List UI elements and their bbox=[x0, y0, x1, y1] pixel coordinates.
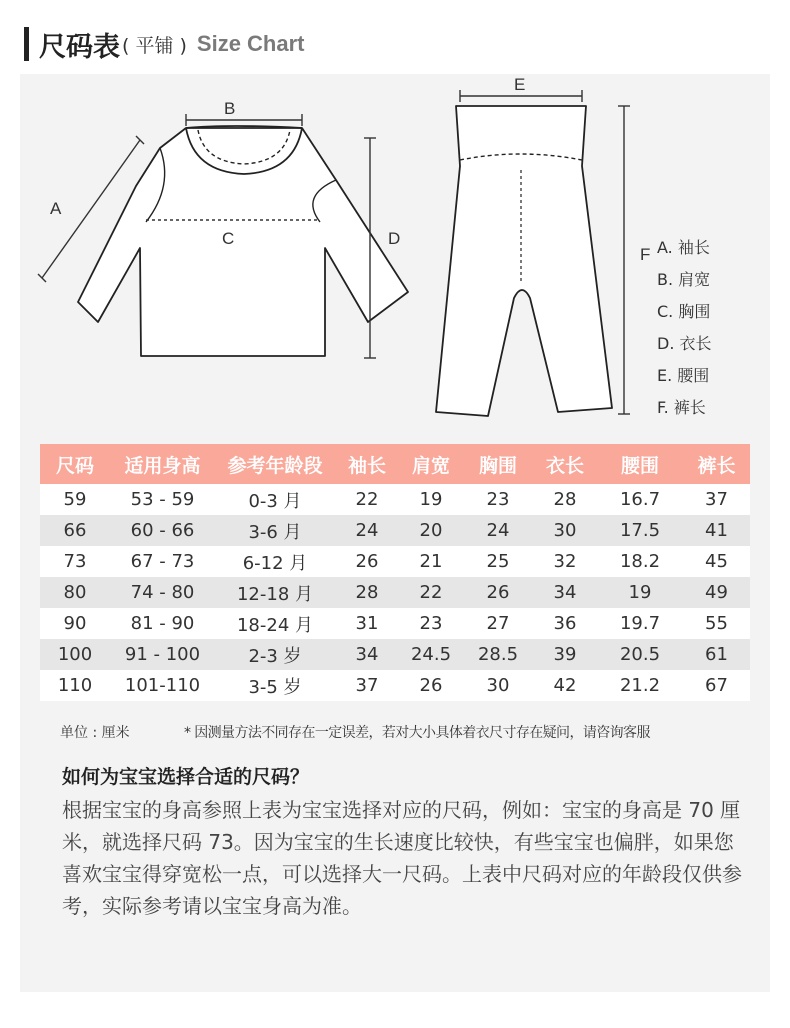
table-row bbox=[40, 639, 750, 670]
cell: 22 bbox=[335, 484, 399, 515]
cell: 45 bbox=[683, 546, 750, 577]
cell: 67 - 73 bbox=[110, 546, 215, 577]
cell: 26 bbox=[335, 546, 399, 577]
table-row bbox=[40, 577, 750, 608]
cell: 60 - 66 bbox=[110, 515, 215, 546]
legend-item-sleeve: A. 袖长 bbox=[657, 238, 710, 257]
cell: 66 bbox=[40, 515, 110, 546]
header-pants-length: 裤长 bbox=[683, 444, 750, 484]
cell: 21.2 bbox=[597, 670, 683, 701]
legend-item-chest: C. 胸围 bbox=[657, 302, 711, 321]
cell: 18.2 bbox=[597, 546, 683, 577]
cell: 41 bbox=[683, 515, 750, 546]
page-subtitle: ( 平铺 ) bbox=[122, 34, 187, 57]
cell: 27 bbox=[463, 608, 533, 639]
cell: 90 bbox=[40, 608, 110, 639]
table-row bbox=[40, 484, 750, 515]
cell: 26 bbox=[399, 670, 463, 701]
cell: 3-6 月 bbox=[215, 515, 335, 546]
cell: 91 - 100 bbox=[110, 639, 215, 670]
cell: 73 bbox=[40, 546, 110, 577]
cell: 19.7 bbox=[597, 608, 683, 639]
table-row bbox=[40, 515, 750, 546]
cell: 28 bbox=[533, 484, 597, 515]
cell: 26 bbox=[463, 577, 533, 608]
cell: 25 bbox=[463, 546, 533, 577]
cell: 100 bbox=[40, 639, 110, 670]
legend-item-shoulder: B. 肩宽 bbox=[657, 270, 711, 289]
label-a: A bbox=[50, 199, 62, 218]
cell: 20.5 bbox=[597, 639, 683, 670]
cell: 6-12 月 bbox=[215, 546, 335, 577]
cell: 17.5 bbox=[597, 515, 683, 546]
cell: 28.5 bbox=[463, 639, 533, 670]
size-table bbox=[40, 444, 750, 701]
guide-title: 如何为宝宝选择合适的尺码？ bbox=[62, 766, 310, 788]
cell: 61 bbox=[683, 639, 750, 670]
label-d: D bbox=[388, 229, 401, 248]
header-length: 衣长 bbox=[533, 444, 597, 484]
cell: 24 bbox=[463, 515, 533, 546]
guide-body: 根据宝宝的身高参照上表为宝宝选择对应的尺码，例如：宝宝的身高是 70 厘米，就选择尺码 73。因为宝宝的生长速度比较快，有些宝宝也偏胖，如果您喜欢宝宝得穿宽松一点，可以选择大一尺码。上表中尺码对应的年龄段仅供参考，实际参考请以宝宝身高为准。 bbox=[62, 798, 742, 918]
cell: 23 bbox=[399, 608, 463, 639]
cell: 22 bbox=[399, 577, 463, 608]
cell: 80 bbox=[40, 577, 110, 608]
cell: 16.7 bbox=[597, 484, 683, 515]
cell: 49 bbox=[683, 577, 750, 608]
cell: 37 bbox=[335, 670, 399, 701]
cell: 3-5 岁 bbox=[215, 670, 335, 701]
cell: 34 bbox=[533, 577, 597, 608]
cell: 23 bbox=[463, 484, 533, 515]
cell: 2-3 岁 bbox=[215, 639, 335, 670]
cell: 12-18 月 bbox=[215, 577, 335, 608]
cell: 67 bbox=[683, 670, 750, 701]
header-size: 尺码 bbox=[40, 444, 110, 484]
cell: 30 bbox=[463, 670, 533, 701]
cell: 28 bbox=[335, 577, 399, 608]
pants-illustration bbox=[436, 106, 612, 416]
cell: 55 bbox=[683, 608, 750, 639]
cell: 39 bbox=[533, 639, 597, 670]
disclaimer-note: * 因测量方法不同存在一定误差，若对大小具体着衣尺寸存在疑问，请咨询客服 bbox=[184, 725, 650, 741]
page-title: 尺码表 bbox=[39, 31, 120, 63]
cell: 18-24 月 bbox=[215, 608, 335, 639]
header-shoulder: 肩宽 bbox=[399, 444, 463, 484]
cell: 81 - 90 bbox=[110, 608, 215, 639]
cell: 110 bbox=[40, 670, 110, 701]
header-sleeve: 袖长 bbox=[335, 444, 399, 484]
table-row bbox=[40, 670, 750, 701]
cell: 53 - 59 bbox=[110, 484, 215, 515]
shirt-illustration bbox=[78, 126, 408, 356]
cell: 101-110 bbox=[110, 670, 215, 701]
cell: 42 bbox=[533, 670, 597, 701]
cell: 74 - 80 bbox=[110, 577, 215, 608]
label-b: B bbox=[224, 99, 236, 118]
cell: 31 bbox=[335, 608, 399, 639]
table-row bbox=[40, 608, 750, 639]
label-c: C bbox=[222, 229, 235, 248]
table-header-row bbox=[40, 444, 750, 484]
header-height: 适用身高 bbox=[110, 444, 215, 484]
page-title-english: Size Chart bbox=[196, 31, 305, 56]
table-row bbox=[40, 546, 750, 577]
cell: 32 bbox=[533, 546, 597, 577]
cell: 30 bbox=[533, 515, 597, 546]
legend-item-waist: E. 腰围 bbox=[657, 366, 710, 385]
unit-note: 单位 : 厘米 bbox=[60, 725, 130, 741]
cell: 59 bbox=[40, 484, 110, 515]
cell: 21 bbox=[399, 546, 463, 577]
cell: 20 bbox=[399, 515, 463, 546]
label-f: F bbox=[640, 245, 651, 264]
legend-item-pants-length: F. 裤长 bbox=[657, 398, 706, 417]
cell: 24.5 bbox=[399, 639, 463, 670]
cell: 37 bbox=[683, 484, 750, 515]
cell: 36 bbox=[533, 608, 597, 639]
label-e: E bbox=[514, 75, 526, 94]
cell: 19 bbox=[399, 484, 463, 515]
cell: 34 bbox=[335, 639, 399, 670]
cell: 0-3 月 bbox=[215, 484, 335, 515]
cell: 24 bbox=[335, 515, 399, 546]
legend-item-length: D. 衣长 bbox=[657, 334, 712, 353]
header-age: 参考年龄段 bbox=[215, 444, 335, 484]
cell: 19 bbox=[597, 577, 683, 608]
header-waist: 腰围 bbox=[597, 444, 683, 484]
header-chest: 胸围 bbox=[463, 444, 533, 484]
measurement-legend bbox=[657, 232, 767, 424]
